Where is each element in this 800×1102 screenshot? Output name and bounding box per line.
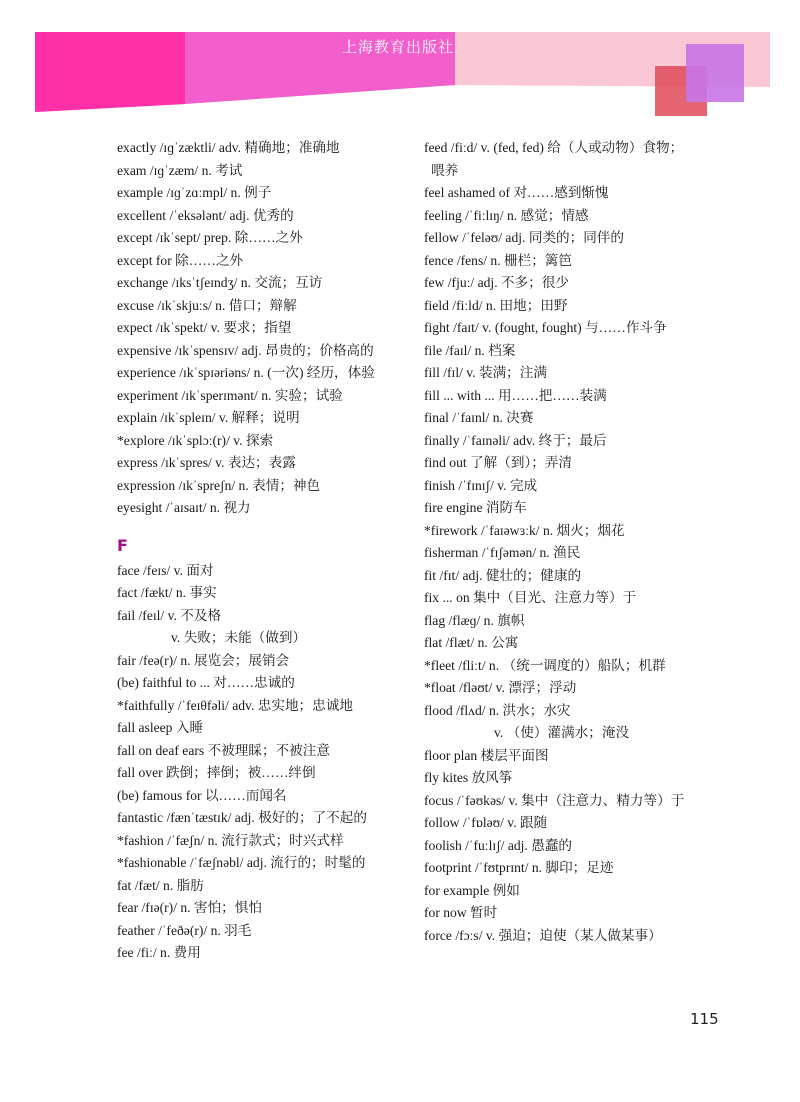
entry: fall on deaf ears 不被理睬；不被注意 bbox=[117, 742, 330, 758]
entry: *firework /ˈfaɪəwɜːk/ n. 烟火；烟花 bbox=[424, 522, 625, 538]
entry: *float /fləʊt/ v. 漂浮；浮动 bbox=[424, 680, 577, 695]
entry: follow /ˈfɒləʊ/ v. 跟随 bbox=[424, 815, 548, 830]
entry: fire engine 消防车 bbox=[424, 500, 527, 515]
entry: express /ɪkˈspres/ v. 表达；表露 bbox=[117, 455, 296, 470]
entry: finally /ˈfaɪnəli/ adv. 终于；最后 bbox=[424, 432, 607, 448]
entry: eyesight /ˈaɪsaɪt/ n. 视力 bbox=[117, 500, 251, 515]
entry: fly kites 放风筝 bbox=[424, 770, 513, 785]
entry: fantastic /fænˈtæstɪk/ adj. 极好的；了不起的 bbox=[117, 810, 367, 825]
entry: find out 了解（到）；弄清 bbox=[424, 455, 573, 470]
entry: fill /fɪl/ v. 装满；注满 bbox=[424, 365, 547, 380]
entry: fill ... with ... 用……把……装满 bbox=[424, 387, 607, 403]
entry: focus /ˈfəʊkəs/ v. 集中（注意力、精力等）于 bbox=[424, 792, 685, 808]
entry: flag /flæɡ/ n. 旗帜 bbox=[424, 612, 525, 628]
entry: experience /ɪkˈspɪəriəns/ n. (一次) 经历，体验 bbox=[117, 365, 375, 380]
entry: except /ɪkˈsept/ prep. 除……之外 bbox=[117, 230, 303, 245]
entry: footprint /ˈfʊtprɪnt/ n. 脚印；足迹 bbox=[424, 860, 614, 875]
right-column bbox=[424, 137, 724, 947]
entry: final /ˈfaɪnl/ n. 决赛 bbox=[424, 410, 534, 425]
entry: face /feɪs/ v. 面对 bbox=[117, 562, 214, 578]
entry: except for 除……之外 bbox=[117, 252, 244, 268]
entry: *fashion /ˈfæʃn/ n. 流行款式；时兴式样 bbox=[117, 832, 344, 848]
entry: fit /fɪt/ adj. 健壮的；健康的 bbox=[424, 567, 582, 583]
entry: fence /fens/ n. 栅栏；篱笆 bbox=[424, 252, 572, 268]
entry: excellent /ˈeksələnt/ adj. 优秀的 bbox=[117, 207, 294, 223]
entry: experiment /ɪkˈsperɪmənt/ n. 实验；试验 bbox=[117, 387, 343, 403]
entry-sense: v. （使）灌满水；淹没 bbox=[494, 725, 630, 740]
entry: expect /ɪkˈspekt/ v. 要求；指望 bbox=[117, 320, 292, 335]
entry: for example 例如 bbox=[424, 882, 520, 898]
entry: fight /faɪt/ v. (fought, fought) 与……作斗争 bbox=[424, 320, 667, 335]
entry: floor plan 楼层平面图 bbox=[424, 747, 549, 763]
entry: fat /fæt/ n. 脂肪 bbox=[117, 877, 204, 893]
entry: fact /fækt/ n. 事实 bbox=[117, 585, 217, 600]
entry: fellow /ˈfeləʊ/ adj. 同类的；同伴的 bbox=[424, 230, 624, 245]
entry: fix ... on 集中（目光、注意力等）于 bbox=[424, 590, 637, 605]
entry: few /fjuː/ adj. 不多；很少 bbox=[424, 275, 569, 290]
entry: *fleet /fliːt/ n. （统一调度的）船队；机群 bbox=[424, 657, 666, 673]
left-column bbox=[117, 137, 417, 965]
entry: fee /fiː/ n. 费用 bbox=[117, 945, 201, 960]
entry: for now 暂时 bbox=[424, 905, 498, 920]
entry: feeling /ˈfiːlɪŋ/ n. 感觉；情感 bbox=[424, 207, 589, 223]
page-number: 115 bbox=[690, 1010, 719, 1028]
publisher-name: 上海教育出版社 bbox=[342, 38, 455, 56]
entry: foolish /ˈfuːlɪʃ/ adj. 愚蠢的 bbox=[424, 837, 573, 853]
section-heading-f: F bbox=[117, 535, 128, 555]
entry: (be) famous for 以……而闻名 bbox=[117, 787, 287, 803]
entry: feather /ˈfeðə(r)/ n. 羽毛 bbox=[117, 922, 252, 938]
entry: explain /ɪkˈspleɪn/ v. 解释；说明 bbox=[117, 410, 300, 425]
entry: flood /flʌd/ n. 洪水；水灾 bbox=[424, 702, 571, 718]
entry: example /ɪɡˈzɑːmpl/ n. 例子 bbox=[117, 185, 272, 200]
entry-sense: v. 失败；未能（做到） bbox=[171, 630, 307, 645]
entry: field /fiːld/ n. 田地；田野 bbox=[424, 297, 568, 313]
entry: exchange /ɪksˈtʃeɪndʒ/ n. 交流；互访 bbox=[117, 275, 323, 290]
entry: (be) faithful to ... 对……忠诚的 bbox=[117, 675, 295, 690]
entry: *explore /ɪkˈsplɔː(r)/ v. 探索 bbox=[117, 432, 274, 448]
entry: feed /fiːd/ v. (fed, fed) 给（人或动物）食物； bbox=[424, 140, 684, 155]
entry: fisherman /ˈfɪʃəmən/ n. 渔民 bbox=[424, 545, 581, 560]
header-banner bbox=[0, 0, 800, 130]
entry: exactly /ɪɡˈzæktli/ adv. 精确地；准确地 bbox=[117, 140, 340, 155]
entry: fear /fɪə(r)/ n. 害怕；惧怕 bbox=[117, 900, 262, 915]
entry: fall over 跌倒；摔倒；被……绊倒 bbox=[117, 765, 316, 780]
banner-graphic bbox=[0, 0, 800, 130]
entry: expensive /ɪkˈspensɪv/ adj. 昂贵的；价格高的 bbox=[117, 342, 374, 358]
entry: fair /feə(r)/ n. 展览会；展销会 bbox=[117, 652, 290, 668]
entry: fail /feɪl/ v. 不及格 bbox=[117, 607, 222, 623]
entry-continuation: 喂养 bbox=[431, 162, 459, 178]
entry: expression /ɪkˈspreʃn/ n. 表情；神色 bbox=[117, 477, 321, 493]
entry: flat /flæt/ n. 公寓 bbox=[424, 635, 519, 650]
entry: feel ashamed of 对……感到惭愧 bbox=[424, 185, 609, 200]
entry: exam /ɪɡˈzæm/ n. 考试 bbox=[117, 162, 243, 178]
entry: *fashionable /ˈfæʃnəbl/ adj. 流行的；时髦的 bbox=[117, 855, 366, 870]
entry: finish /ˈfɪnɪʃ/ v. 完成 bbox=[424, 477, 538, 493]
entry: file /faɪl/ n. 档案 bbox=[424, 342, 516, 358]
entry: *faithfully /ˈfeɪθfəli/ adv. 忠实地；忠诚地 bbox=[117, 697, 353, 713]
entry: excuse /ɪkˈskjuːs/ n. 借口；辩解 bbox=[117, 297, 297, 313]
entry: fall asleep 入睡 bbox=[117, 720, 204, 735]
entry: force /fɔːs/ v. 强迫；迫使（某人做某事） bbox=[424, 927, 662, 943]
